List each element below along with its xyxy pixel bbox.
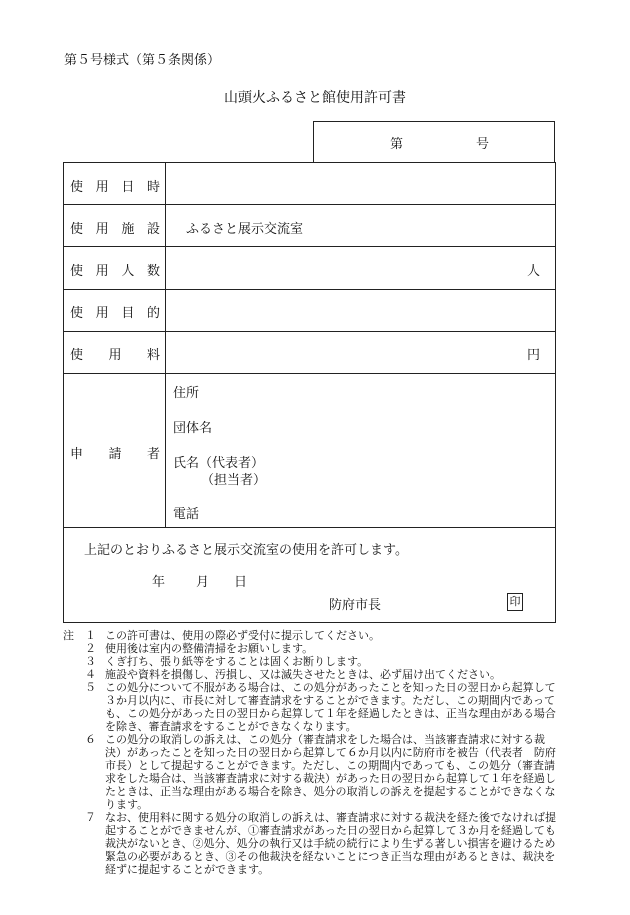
applicant-contact-person-label: （担当者） xyxy=(201,473,267,488)
row-divider xyxy=(64,527,555,528)
label-purpose: 使 用 目 的 xyxy=(70,306,160,321)
note-item: ３ くぎ打ち、張り紙等をすることは固くお断りします。 xyxy=(85,655,369,668)
permission-statement: 上記のとおりふるさと展示交流室の使用を許可します。 xyxy=(84,543,408,558)
date-day-label: 日 xyxy=(234,575,248,590)
note-item: ２ 使用後は室内の整備清掃をお願いします。 xyxy=(85,642,314,655)
label-attendee-count: 使 用 人 数 xyxy=(70,264,160,279)
unit-yen: 円 xyxy=(527,348,541,363)
row-divider xyxy=(64,246,555,247)
row-divider xyxy=(64,331,555,332)
permit-table xyxy=(63,162,556,623)
applicant-phone-label: 電話 xyxy=(173,507,200,522)
row-divider xyxy=(64,373,555,374)
value-facility: ふるさと展示交流室 xyxy=(186,222,304,237)
permit-number-box xyxy=(313,121,555,162)
note-item: 注 １ この許可書は、使用の際必ず受付に提示してください。 xyxy=(63,629,380,642)
label-usage-datetime: 使 用 日 時 xyxy=(70,180,160,195)
note-item: ６ この処分の取消しの訴えは、この処分（審査請求をした場合は、当該審査請求に対する裁決）があったことを知った日の翌日から起算して６か月以内に防府市を被告（代表者 防府市長）として提起することができます。ただし、この期間内であっても、この処分（審査請求をした場合は、当該審査請求に対する裁決）があった日の翌日から起算して１年を経過したときは、正当な理由がある場合を除き、処分の取消しの訴えを提起することができなくなります。 xyxy=(85,733,556,811)
label-facility: 使 用 施 設 xyxy=(70,222,160,237)
applicant-group-label: 団体名 xyxy=(173,421,213,436)
applicant-representative-label: 氏名（代表者） xyxy=(173,456,265,471)
date-year-label: 年 xyxy=(152,575,166,590)
label-column-divider xyxy=(165,163,166,527)
official-seal-icon: 印 xyxy=(507,593,523,611)
notes-section xyxy=(63,629,558,876)
unit-persons: 人 xyxy=(527,264,541,279)
note-item: ７ なお、使用料に関する処分の取消しの訴えは、審査請求に対する裁決を経た後でなければ提起することができませんが、①審査請求があった日の翌日から起算して３か月を経過しても裁決がないとき、②処分、処分の執行又は手続の続行により生ずる著しい損害を避けるため緊急の必要があるとき、③その他裁決を経ないことにつき正当な理由があるときは、裁決を経ずに提起することができます。 xyxy=(85,811,556,876)
label-applicant: 申 請 者 xyxy=(70,447,160,462)
applicant-address-label: 住所 xyxy=(173,386,200,401)
date-month-label: 月 xyxy=(196,575,210,590)
label-fee: 使 用 料 xyxy=(70,348,160,363)
mayor-title: 防府市長 xyxy=(329,598,382,613)
document-title: 山頭火ふるさと館使用許可書 xyxy=(224,90,406,106)
permit-number-suffix: 号 xyxy=(476,137,490,152)
permit-number-prefix: 第 xyxy=(390,137,404,152)
note-item: ５ この処分について不服がある場合は、この処分があったことを知った日の翌日から起算して３か月以内に、市長に対して審査請求をすることができます。ただし、この期間内であっても、この処分があった日の翌日から起算して１年を経過したときは、正当な理由がある場合を除き、審査請求をすることができなくなります。 xyxy=(85,681,556,733)
row-divider xyxy=(64,204,555,205)
form-number-label: 第５号様式（第５条関係） xyxy=(64,53,221,68)
notes-heading: 注 xyxy=(63,629,74,642)
row-divider xyxy=(64,289,555,290)
note-item: ４ 施設や資料を損傷し、汚損し、又は滅失させたときは、必ず届け出てください。 xyxy=(85,668,501,681)
